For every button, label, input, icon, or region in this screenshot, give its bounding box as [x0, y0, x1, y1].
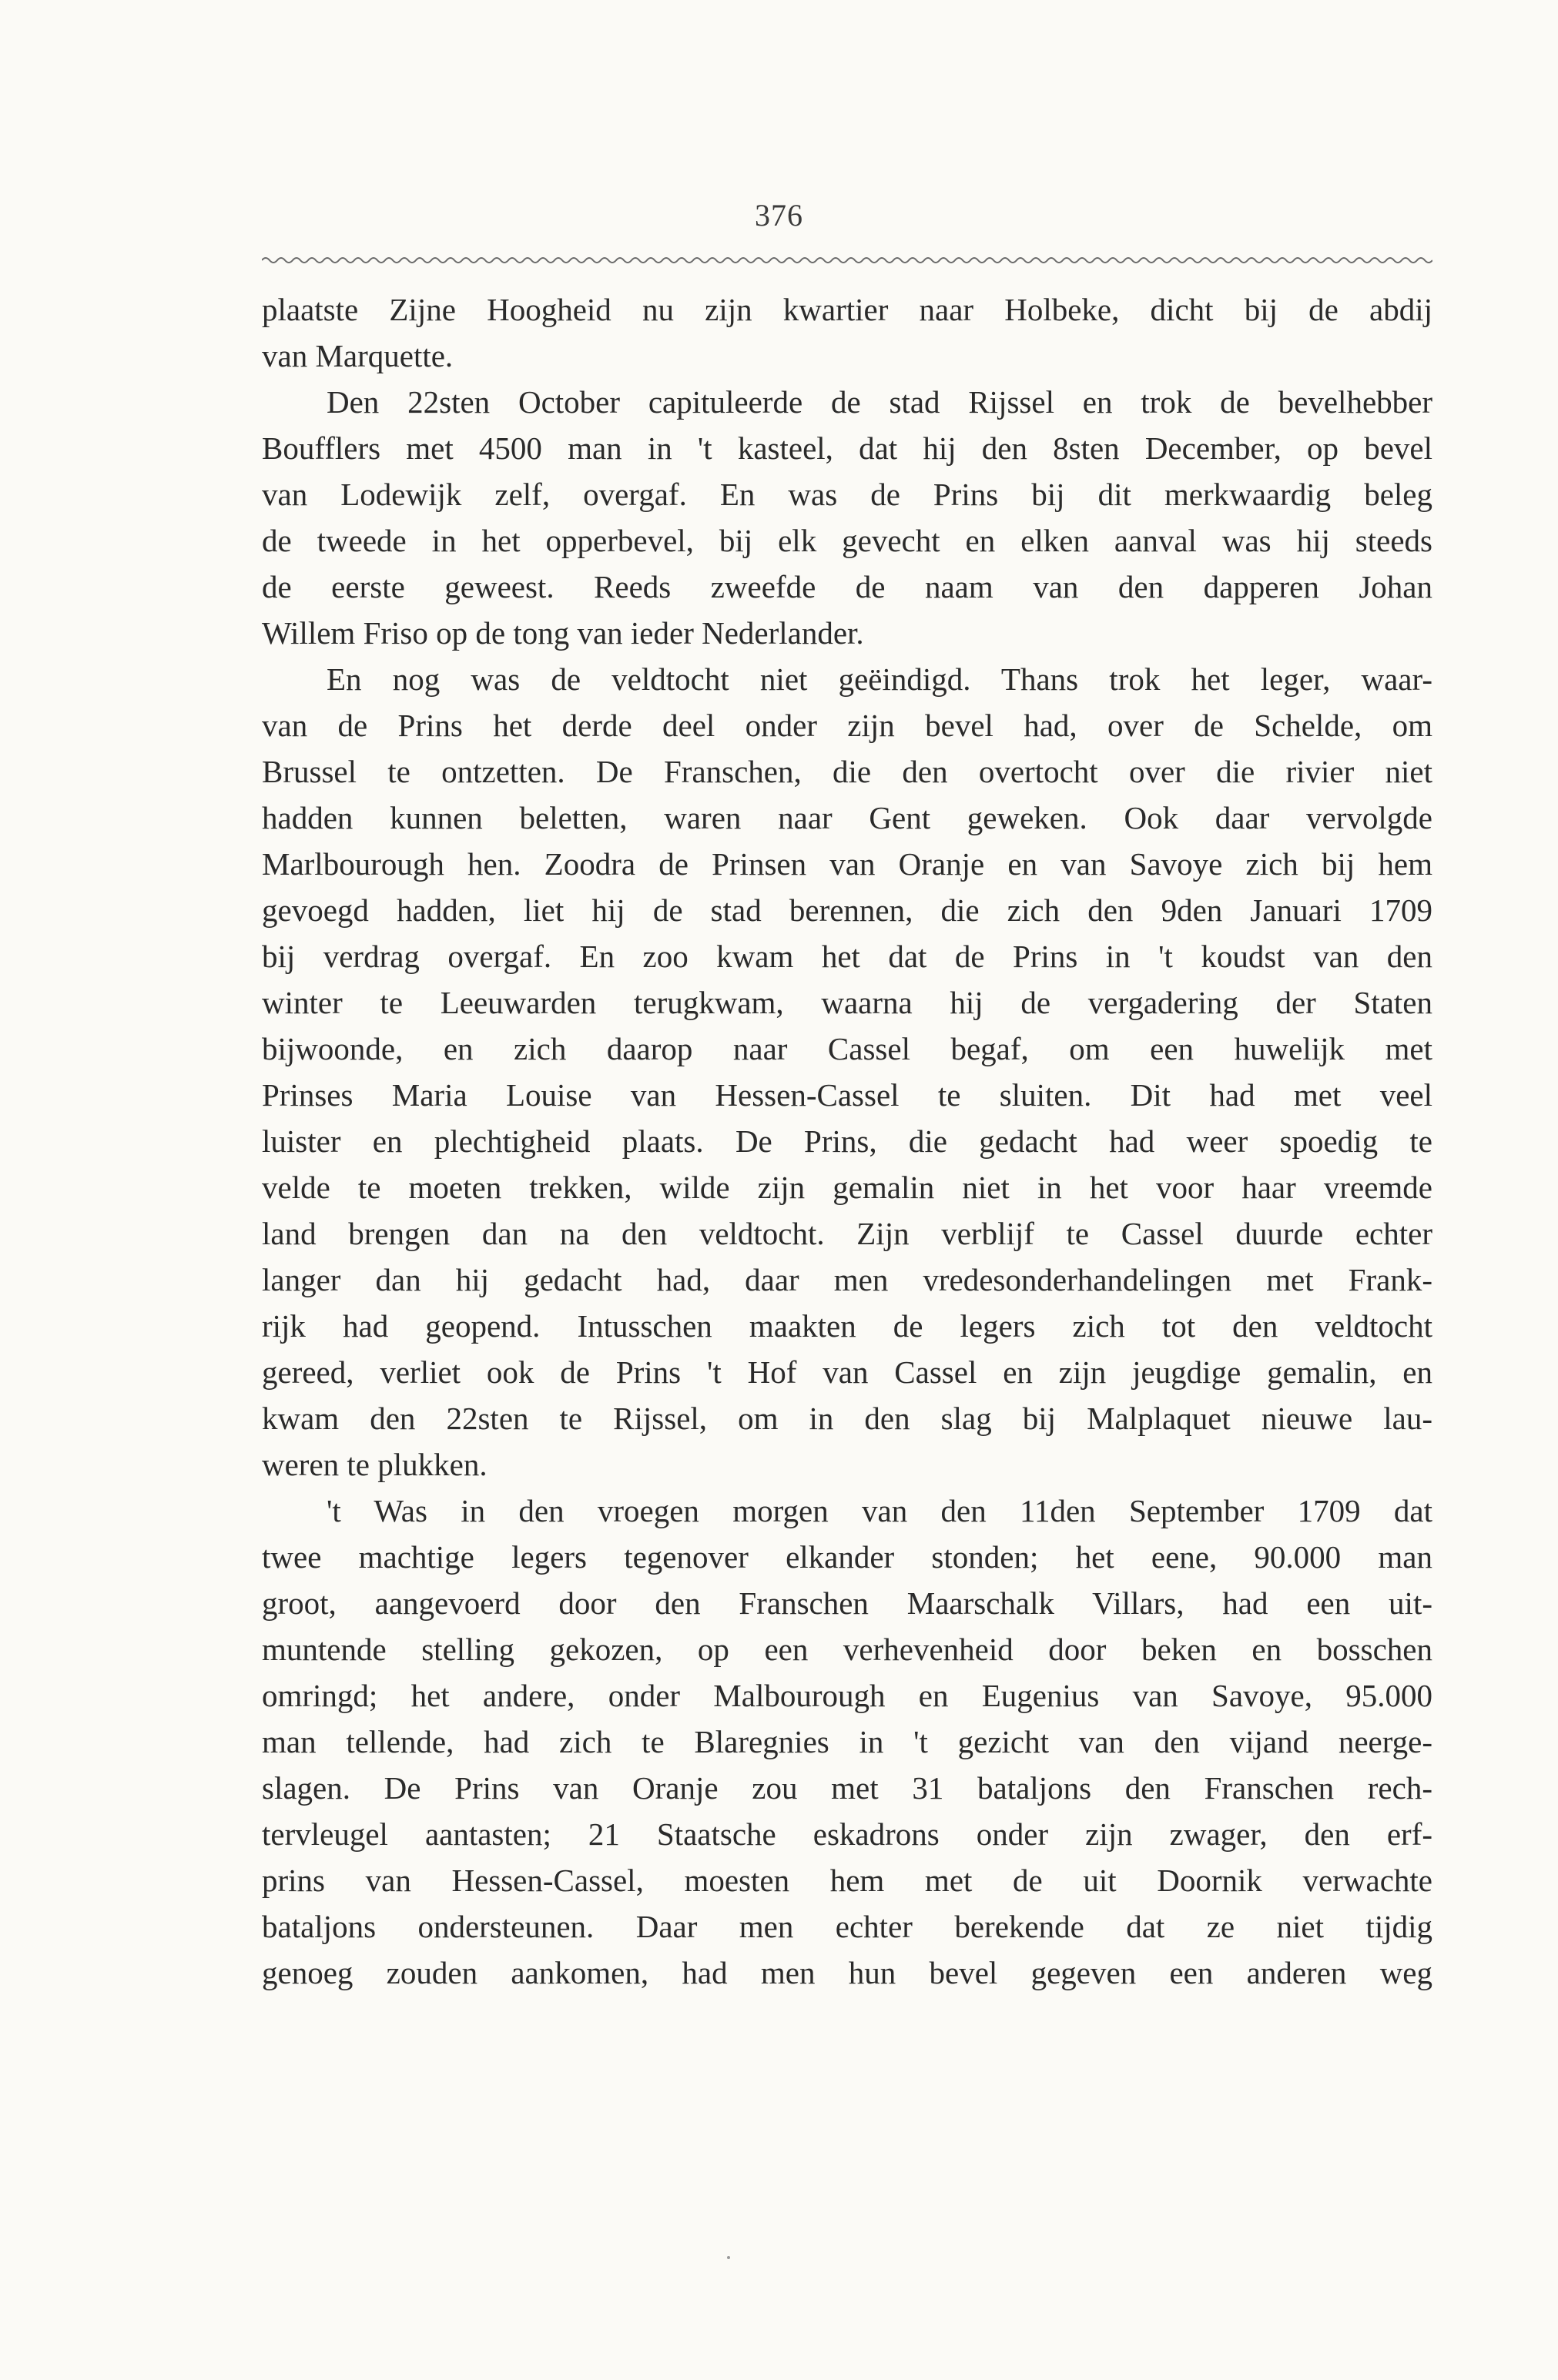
text-line: Brussel te ontzetten. De Franschen, die den overtocht over die rivier niet [262, 754, 1432, 789]
text-line: Den 22sten October capituleerde de stad Rijssel en trok de bevelhebber [327, 384, 1432, 420]
text-line: van de Prins het derde deel onder zijn bevel had, over de Schelde, om [262, 708, 1432, 743]
text-line: kwam den 22sten te Rijssel, om in den slag bij Malplaquet nieuwe lau- [262, 1401, 1432, 1436]
text-line: man tellende, had zich te Blaregnies in 't gezicht van den vijand neerge- [262, 1724, 1432, 1759]
text-line: winter te Leeuwarden terugkwam, waarna hij de vergadering der Staten [262, 985, 1432, 1020]
text-line: prins van Hessen-Cassel, moesten hem met de uit Doornik verwachte [262, 1863, 1432, 1898]
text-line: land brengen dan na den veldtocht. Zijn verblijf te Cassel duurde echter [262, 1216, 1432, 1251]
text-column [262, 286, 1432, 1996]
text-line: plaatste Zijne Hoogheid nu zijn kwartier naar Holbeke, dicht bij de abdij [262, 292, 1432, 327]
text-line: twee machtige legers tegenover elkander stonden; het eene, 90.000 man [262, 1539, 1432, 1575]
decorative-wavy-rule [262, 254, 1432, 266]
text-line: groot, aangevoerd door den Franschen Maarschalk Villars, had een uit- [262, 1585, 1432, 1621]
text-line: van Marquette. [262, 338, 454, 373]
text-line: tervleugel aantasten; 21 Staatsche eskadrons onder zijn zwager, den erf- [262, 1816, 1432, 1852]
text-line: genoeg zouden aankomen, had men hun bevel gegeven een anderen weg [262, 1955, 1432, 1990]
paragraph [262, 1488, 1432, 1996]
text-line: de tweede in het opperbevel, bij elk gevecht en elken aanval was hij steeds [262, 523, 1432, 558]
text-line: van Lodewijk zelf, overgaf. En was de Prins bij dit merkwaardig beleg [262, 477, 1432, 512]
text-line: Prinses Maria Louise van Hessen-Cassel te sluiten. Dit had met veel [262, 1077, 1432, 1113]
text-line: Boufflers met 4500 man in 't kasteel, dat hij den 8sten December, op bevel [262, 430, 1432, 466]
text-line: bij verdrag overgaf. En zoo kwam het dat de Prins in 't koudst van den [262, 939, 1432, 974]
text-line: En nog was de veldtocht niet geëindigd. Thans trok het leger, waar- [327, 661, 1432, 697]
text-line: bataljons ondersteunen. Daar men echter berekende dat ze niet tijdig [262, 1909, 1432, 1944]
paragraph [262, 379, 1432, 656]
paper-speck [727, 2256, 730, 2259]
text-line: 't Was in den vroegen morgen van den 11den September 1709 dat [327, 1493, 1432, 1528]
text-line: weren te plukken. [262, 1447, 488, 1482]
page-number: 376 [755, 198, 803, 233]
paragraph [262, 656, 1432, 1488]
text-line: gevoegd hadden, liet hij de stad berennen, die zich den 9den Januari 1709 [262, 892, 1432, 928]
paragraph [262, 286, 1432, 379]
text-line: slagen. De Prins van Oranje zou met 31 bataljons den Franschen rech- [262, 1770, 1432, 1806]
text-line: Willem Friso op de tong van ieder Nederlander. [262, 615, 864, 651]
text-line: rijk had geopend. Intusschen maakten de legers zich tot den veldtocht [262, 1308, 1432, 1344]
text-line: hadden kunnen beletten, waren naar Gent geweken. Ook daar vervolgde [262, 800, 1432, 835]
text-line: Marlbourough hen. Zoodra de Prinsen van Oranje en van Savoye zich bij hem [262, 846, 1432, 882]
text-line: omringd; het andere, onder Malbourough en Eugenius van Savoye, 95.000 [262, 1678, 1432, 1713]
text-line: de eerste geweest. Reeds zweefde de naam van den dapperen Johan [262, 569, 1432, 604]
text-line: langer dan hij gedacht had, daar men vredesonderhandelingen met Frank- [262, 1262, 1432, 1297]
text-line: bijwoonde, en zich daarop naar Cassel begaf, om een huwelijk met [262, 1031, 1432, 1066]
text-line: luister en plechtigheid plaats. De Prins, die gedacht had weer spoedig te [262, 1123, 1432, 1159]
text-line: velde te moeten trekken, wilde zijn gemalin niet in het voor haar vreemde [262, 1170, 1432, 1205]
text-line: gereed, verliet ook de Prins 't Hof van Cassel en zijn jeugdige gemalin, en [262, 1354, 1432, 1390]
text-line: muntende stelling gekozen, op een verhevenheid door beken en bosschen [262, 1632, 1432, 1667]
